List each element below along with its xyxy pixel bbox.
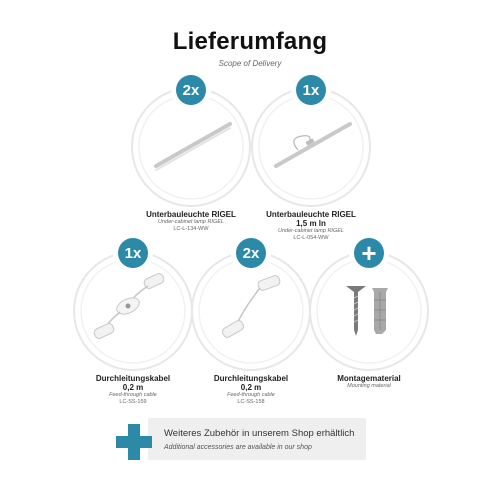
connector-cable-icon <box>206 272 296 348</box>
page-subtitle: Scope of Delivery <box>218 59 282 68</box>
led-bar-with-cable-icon <box>268 114 358 174</box>
screw-and-dowel-icon <box>342 280 398 340</box>
item-3-name: Durchleitungskabel <box>95 374 171 383</box>
item-5-plus-badge: + <box>354 238 384 268</box>
item-5-label <box>304 374 434 390</box>
item-4-name: Durchleitungskabel <box>213 374 289 383</box>
item-4-code: LC-SS-158 <box>237 398 265 405</box>
switch-cable-icon <box>88 268 178 348</box>
item-2-quantity-badge: 1x <box>296 75 326 105</box>
shop-text-de: Weiteres Zubehör in unserem Shop erhältlich <box>164 428 355 439</box>
item-4-quantity-badge: 2x <box>236 238 266 268</box>
page-title: Lieferumfang <box>172 28 328 55</box>
item-1-name: Unterbauleuchte RIGEL <box>146 210 236 219</box>
item-3-quantity-badge: 1x <box>118 238 148 268</box>
item-2-length: 1,5 m ln <box>296 219 326 229</box>
item-1-en: Under-cabinet lamp RIGEL <box>158 219 224 226</box>
item-5-name: Montagematerial <box>337 374 401 383</box>
item-2-code: LC-L-054-WW <box>293 234 329 241</box>
item-4-label <box>186 374 316 405</box>
item-3-label <box>68 374 198 405</box>
item-4-length: 0,2 m <box>240 383 262 393</box>
item-3-code: LC-SS-159 <box>119 398 147 405</box>
item-1-code: LC-L-134-WW <box>173 225 209 232</box>
item-1-quantity-badge: 2x <box>176 75 206 105</box>
shop-text-en: Additional accessories are available in our shop <box>164 444 312 451</box>
item-5-en: Mounting material <box>347 383 391 390</box>
item-2-name: Unterbauleuchte RIGEL <box>266 210 356 219</box>
item-3-length: 0,2 m <box>122 383 144 393</box>
item-2-en: Under-cabinet lamp RIGEL <box>278 228 344 235</box>
plus-icon <box>116 424 152 460</box>
item-2-label <box>246 210 376 241</box>
item-3-en: Feed-through cable <box>109 392 157 399</box>
item-4-en: Feed-through cable <box>227 392 275 399</box>
shop-banner <box>148 418 366 460</box>
led-bar-icon <box>150 118 234 174</box>
item-1-label <box>126 210 256 232</box>
